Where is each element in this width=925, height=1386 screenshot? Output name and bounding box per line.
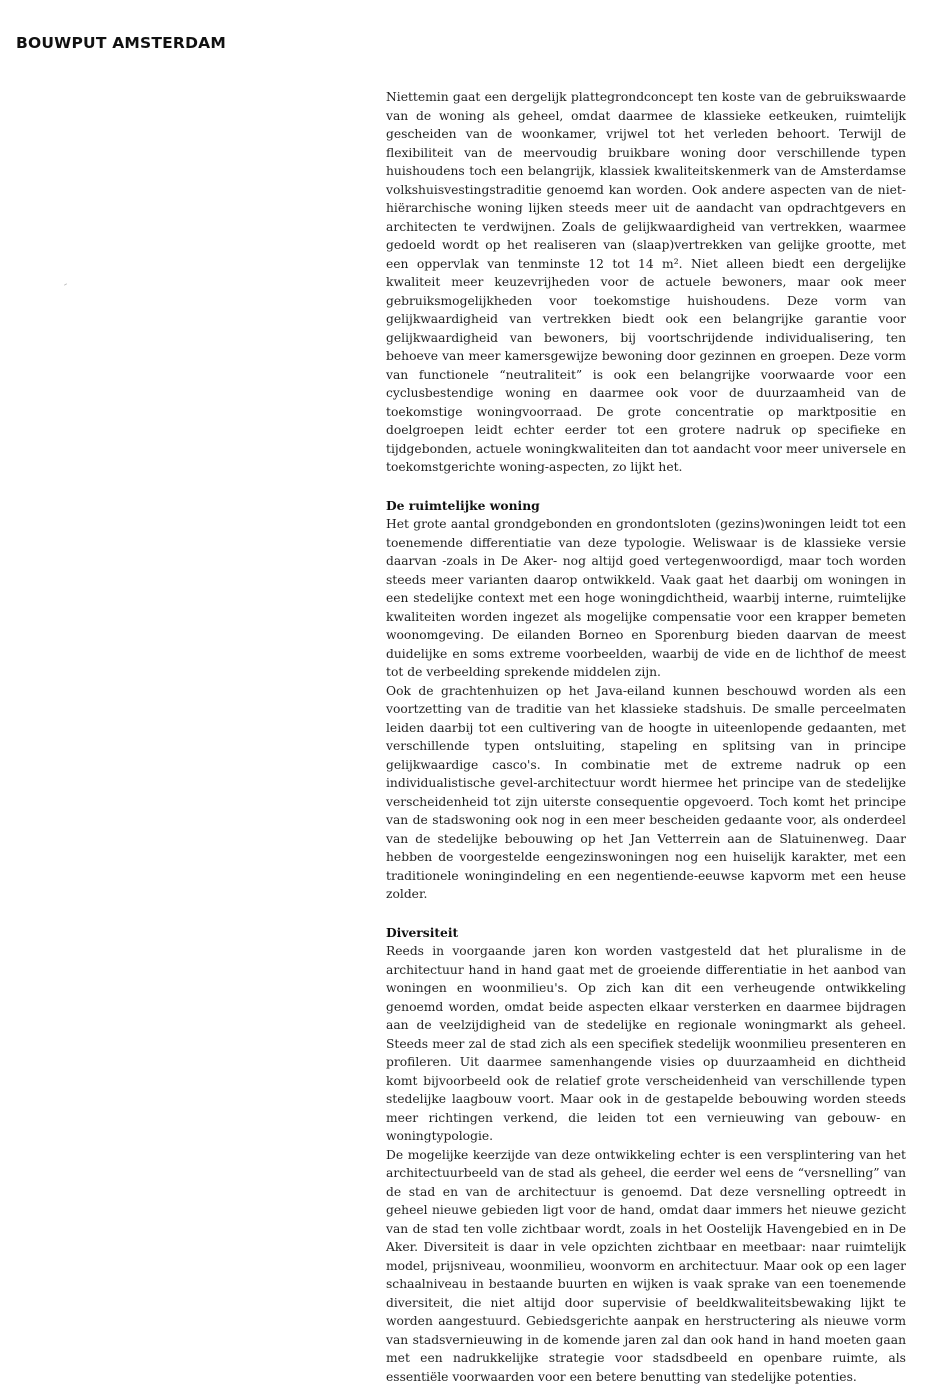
text-column: [386, 88, 906, 1386]
section-heading-diversiteit: Diversiteit: [386, 924, 906, 943]
running-header: BOUWPUT AMSTERDAM: [16, 34, 226, 52]
scan-speck: [64, 283, 67, 285]
ruimtelijke-woning-paragraph-2: Ook de grachtenhuizen op het Java-eiland kunnen beschouwd worden als een voortzetting van de traditie van het klassieke stadshuis. De smalle perceelmaten leiden daarbij tot een cultivering van de hoogte in uiteenlopende gedaanten, met verschillende typen ontsluiting, stapeling en splitsing van in principe gelijkwaardige casco's. In combinatie met de extreme nadruk op een individualistische gevel-architectuur wordt hiermee het principe van de stedelijke verscheidenheid tot zijn uiterste consequentie opgevoerd. Toch komt het principe van de stadswoning ook nog in een meer bescheiden gedaante voor, als onderdeel van de stedelijke bebouwing op het Jan Vetterrein aan de Slatuinenweg. Daar hebben de voorgestelde eengezinswoningen nog een huiselijk karakter, met een traditionele woningindeling en een negentiende-eeuwse kapvorm met een heuse zolder.: [386, 682, 906, 904]
section-spacer: [386, 477, 906, 497]
diversiteit-paragraph-2: De mogelijke keerzijde van deze ontwikkeling echter is een versplintering van het architectuurbeeld van de stad als geheel, die eerder wel eens de “versnelling” van de stad en van de architectuur is genoemd. Dat deze versnelling optreedt in geheel nieuwe gebieden ligt voor de hand, omdat daar immers het nieuwe gezicht van de stad ten volle zichtbaar wordt, zoals in het Oostelijk Havengebied en in De Aker. Diversiteit is daar in vele opzichten zichtbaar en meetbaar: naar ruimtelijk model, prijsniveau, woonmilieu, woonvorm en architectuur. Maar ook op een lager schaalniveau in bestaande buurten en wijken is vaak sprake van een toenemende diversiteit, die niet altijd door supervisie of beeldkwaliteitsbewaking lijkt te worden aangestuurd. Gebiedsgerichte aanpak en herstructering als nieuwe vorm van stadsvernieuwing in de komende jaren zal dan ook hand in hand moeten gaan met een nadrukkelijke strategie voor stadsdbeeld en openbare ruimte, als essentiële voorwaarden voor een betere benutting van stedelijke potenties.: [386, 1146, 906, 1386]
section-spacer: [386, 904, 906, 924]
ruimtelijke-woning-paragraph-1: Het grote aantal grondgebonden en grondontsloten (gezins)woningen leidt tot een toenemende differentiatie van deze typologie. Weliswaar is de klassieke versie daarvan -zoals in De Aker- nog altijd goed vertegenwoordigd, maar toch worden steeds meer varianten daarop ontwikkeld. Vaak gaat het daarbij om woningen in een stedelijke context met een hoge woningdichtheid, waarbij interne, ruimtelijke kwaliteiten worden ingezet als mogelijke compensatie voor een krapper bemeten woonomgeving. De eilanden Borneo en Sporenburg bieden daarvan de meest duidelijke en soms extreme voorbeelden, waarbij de vide en de lichthof de meest tot de verbeelding sprekende middelen zijn.: [386, 515, 906, 682]
diversiteit-paragraph-1: Reeds in voorgaande jaren kon worden vastgesteld dat het pluralisme in de architectuur hand in hand gaat met de groeiende differentiatie in het aanbod van woningen en woonmilieu's. Op zich kan dit een verheugende ontwikkeling genoemd worden, omdat beide aspecten elkaar versterken en daarmee bijdragen aan de veelzijdigheid van de stedelijke en regionale woningmarkt als geheel. Steeds meer zal de stad zich als een specifiek stedelijk woonmilieu presenteren en profileren. Uit daarmee samenhangende visies op duurzaamheid en dichtheid komt bijvoorbeeld ook de relatief grote verscheidenheid van verschillende typen stedelijke laagbouw voort. Maar ook in de gestapelde bebouwing worden steeds meer richtingen verkend, die leiden tot een vernieuwing van gebouw- en woningtypologie.: [386, 942, 906, 1146]
section-heading-ruimtelijke-woning: De ruimtelijke woning: [386, 497, 906, 516]
intro-paragraph: Niettemin gaat een dergelijk plattegrondconcept ten koste van de gebruikswaarde van de woning als geheel, omdat daarmee de klassieke eetkeuken, ruimtelijk gescheiden van de woonkamer, vrijwel tot het verleden behoort. Terwijl de flexibiliteit van de meervoudig bruikbare woning door verschillende typen huishoudens toch een belangrijk, klassiek kwaliteitskenmerk van de Amsterdamse volkshuisvestingstraditie genoemd kan worden. Ook andere aspecten van de niet-hiërarchische woning lijken steeds meer uit de aandacht van opdrachtgevers en architecten te verdwijnen. Zoals de gelijkwaardigheid van vertrekken, waarmee gedoeld wordt op het realiseren van (slaap)vertrekken van gelijke grootte, met een oppervlak van tenminste 12 tot 14 m². Niet alleen biedt een dergelijke kwaliteit meer keuzevrijheden voor de actuele bewoners, maar ook meer gebruiksmogelijkheden voor toekomstige huishoudens. Deze vorm van gelijkwaardigheid van vertrekken biedt ook een belangrijke garantie voor gelijkwaardigheid van bewoners, bij voortschrijdende individualisering, ten behoeve van meer kamersgewijze bewoning door gezinnen en groepen. Deze vorm van functionele “neutraliteit” is ook een belangrijke voorwaarde voor een cyclusbestendige woning en daarmee ook voor de duurzaamheid van de toekomstige woningvoorraad. De grote concentratie op marktpositie en doelgroepen leidt echter eerder tot een grotere nadruk op specifieke en tijdgebonden, actuele woningkwaliteiten dan tot aandacht voor meer universele en toekomstgerichte woning-aspecten, zo lijkt het.: [386, 88, 906, 477]
